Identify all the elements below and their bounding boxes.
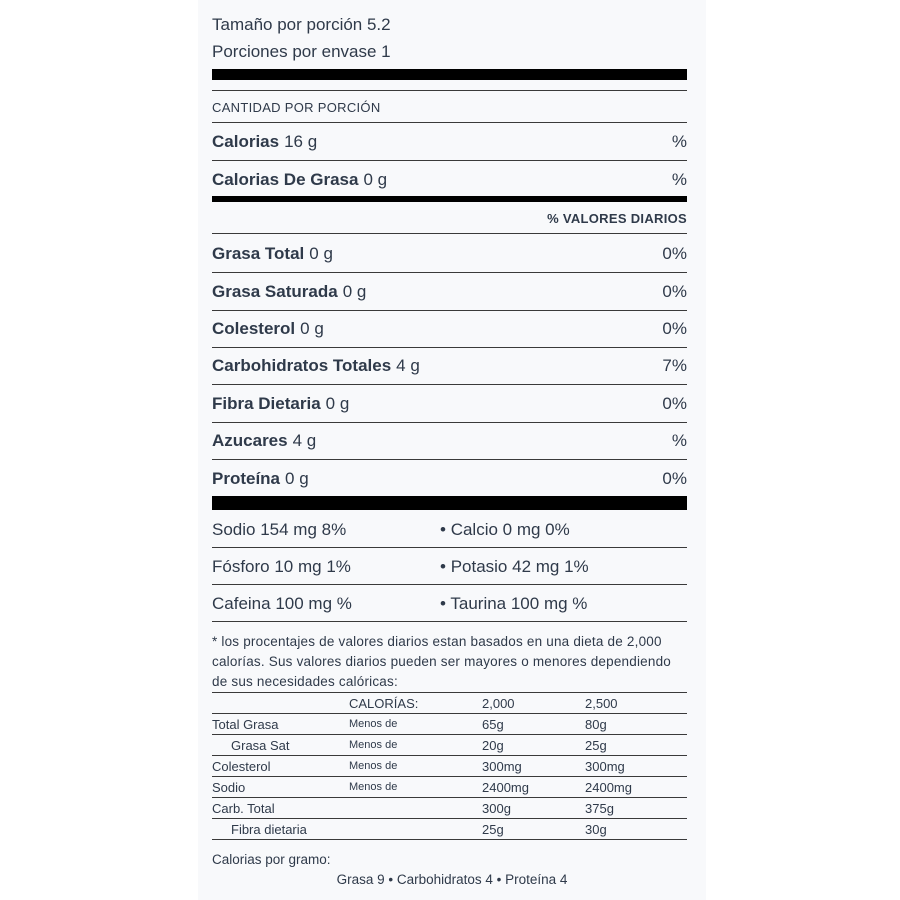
daily-values-table — [212, 692, 687, 840]
thick-divider — [212, 496, 687, 510]
calories-row — [212, 124, 687, 161]
col-2500-header: 2,500 — [585, 693, 687, 714]
divider — [212, 90, 687, 91]
mineral-left: Sodio 154 mg 8% — [212, 520, 347, 539]
nutrient-row — [212, 311, 687, 348]
nutrient-pct: 0% — [662, 282, 687, 301]
table-row: Sodio Menos de 2400mg 2400mg — [212, 777, 687, 798]
nutrient-name: Carbohidratos Totales — [212, 356, 392, 375]
calories-per-gram-label: Calorias por gramo: — [212, 852, 331, 867]
nutrient-amount: 0 g — [300, 319, 324, 338]
calories-header: CALORÍAS: — [349, 693, 482, 714]
thick-divider — [212, 196, 687, 202]
nutrient-pct: % — [671, 431, 687, 450]
calories-per-gram-values: Grasa 9 • Carbohidratos 4 • Proteína 4 — [336, 872, 568, 887]
nutrient-amount: 4 g — [396, 356, 420, 375]
nutrient-amount: 0 g — [342, 282, 367, 301]
mineral-left: Cafeina 100 mg % — [212, 594, 352, 613]
divider — [212, 122, 687, 123]
nutrient-amount: 0 g — [325, 394, 350, 413]
daily-values-header: % VALORES DIARIOS — [547, 211, 687, 226]
nutrient-row — [212, 274, 687, 311]
table-row: Total Grasa Menos de 65g 80g — [212, 714, 687, 735]
table-row: Carb. Total 300g 375g — [212, 798, 687, 819]
serving-size: Tamaño por porción 5.2 — [212, 15, 391, 34]
bullet-icon: • — [440, 594, 446, 613]
amount-per-serving-header: CANTIDAD POR PORCIÓN — [212, 100, 381, 115]
mineral-row — [212, 511, 687, 548]
servings-per-container: Porciones por envase 1 — [212, 42, 391, 61]
fat-calories-row — [212, 161, 687, 198]
nutrient-name: Azucares — [212, 431, 288, 450]
calories-pct: % — [671, 132, 687, 151]
fat-calories-pct: % — [671, 169, 687, 189]
nutrient-row — [212, 236, 687, 273]
nutrient-pct: 0% — [662, 319, 687, 338]
table-header-row — [212, 693, 687, 714]
nutrient-name: Proteína — [212, 468, 281, 488]
nutrient-pct: 0% — [662, 244, 687, 263]
nutrient-pct: 0% — [662, 394, 687, 413]
table-row: Colesterol Menos de 300mg 300mg — [212, 756, 687, 777]
divider — [212, 233, 687, 234]
nutrient-name: Grasa Total — [212, 244, 305, 263]
mineral-right: • Calcio 0 mg 0% — [440, 520, 570, 539]
mineral-left: Fósforo 10 mg 1% — [212, 557, 351, 576]
nutrient-pct: 0% — [662, 468, 687, 488]
nutrient-name: Grasa Saturada — [212, 282, 338, 301]
footnote: * los procentajes de valores diarios estan basados en una dieta de 2,000 calorías. Sus valores diarios pueden ser mayores o menores dependiendo de sus necesidades calóricas: — [212, 634, 672, 689]
nutrient-row — [212, 348, 687, 385]
nutrient-row — [212, 386, 687, 423]
mineral-right: • Potasio 42 mg 1% — [440, 557, 589, 576]
calories-label: Calorias — [212, 132, 280, 151]
nutrient-amount: 4 g — [292, 431, 317, 450]
nutrient-name: Colesterol — [212, 319, 296, 338]
nutrient-row — [212, 423, 687, 460]
thick-divider — [212, 69, 687, 80]
table-row: Grasa Sat Menos de 20g 25g — [212, 735, 687, 756]
col-2000-header: 2,000 — [482, 693, 585, 714]
nutrient-row — [212, 460, 687, 497]
mineral-row — [212, 585, 687, 622]
fat-calories-amount: 0 g — [363, 169, 388, 189]
bullet-icon: • — [440, 520, 446, 539]
nutrition-facts-label — [198, 0, 706, 900]
nutrient-amount: 0 g — [309, 244, 333, 263]
nutrient-name: Fibra Dietaria — [212, 394, 321, 413]
table-row: Fibra dietaria 25g 30g — [212, 819, 687, 840]
nutrient-pct: 7% — [662, 356, 687, 375]
fat-calories-label: Calorias De Grasa — [212, 169, 359, 189]
mineral-right: • Taurina 100 mg % — [440, 594, 588, 613]
mineral-row — [212, 548, 687, 585]
nutrient-amount: 0 g — [285, 468, 309, 488]
calories-amount: 16 g — [284, 132, 318, 151]
bullet-icon: • — [440, 557, 446, 576]
